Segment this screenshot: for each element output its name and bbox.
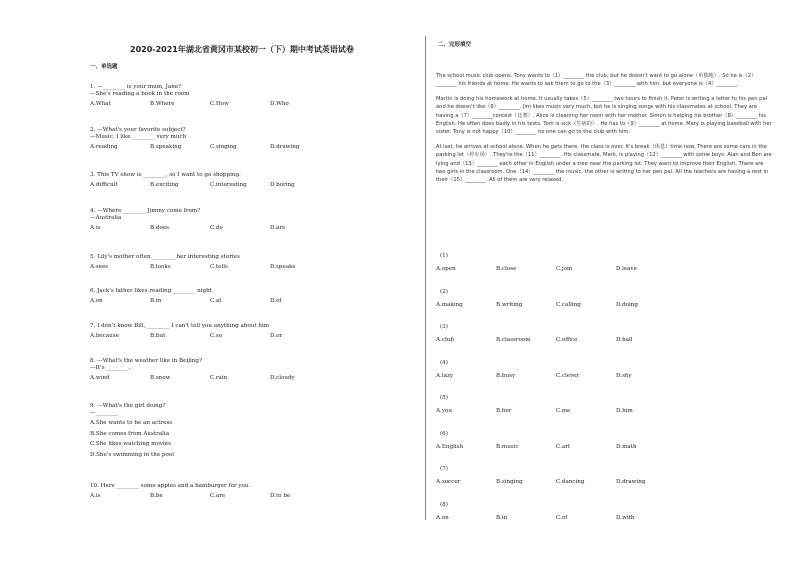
option-d[interactable]: D.hall (616, 337, 633, 343)
option-c[interactable]: C.singing (210, 144, 237, 151)
option-b[interactable]: B.classroom (496, 337, 531, 343)
option-d[interactable]: D.cloudy (270, 375, 295, 382)
question-line: —Australia (90, 215, 122, 222)
option-a[interactable]: A.club (436, 337, 454, 343)
question-stem: 3. This TV show is ________, so I want to go shopping. (90, 172, 241, 178)
option-c[interactable]: C.do (210, 225, 223, 232)
option-d[interactable]: D.shy (616, 372, 632, 379)
option-d[interactable]: D.are (270, 225, 286, 232)
blank-number: (1) (440, 253, 448, 259)
option-b[interactable]: B.in (496, 514, 508, 521)
option-b[interactable]: B.her (496, 408, 512, 414)
question-line: —Music. I like ________ very much (90, 134, 187, 141)
question-line: —It's ________. (90, 365, 131, 372)
option-a[interactable]: A.What (90, 101, 111, 108)
blank-number: (5) (440, 395, 448, 401)
question-line: —She's reading a book in the room (90, 91, 190, 98)
question-stem: 8. —What's the weather like in Beijing? (90, 358, 202, 364)
option-a[interactable]: A.on (436, 514, 449, 521)
option-a[interactable]: A.making (436, 301, 463, 308)
option-c[interactable]: C.clever (556, 372, 580, 379)
option-b[interactable]: B.Where (150, 101, 175, 108)
option-d[interactable]: D.drawing (270, 144, 300, 151)
option-b[interactable]: B.in (150, 298, 162, 305)
option-c[interactable]: C.office (556, 337, 578, 343)
option-b[interactable]: B.speaking (150, 144, 182, 151)
question-stem: 2. —What's your favorite subject? (90, 127, 186, 133)
option-c[interactable]: C.tells (210, 264, 228, 271)
option-d[interactable]: D.or (270, 333, 283, 340)
option-b[interactable]: B.She comes from Australia (90, 430, 170, 437)
option-d[interactable]: D.math (616, 443, 637, 450)
blank-number: (6) (440, 430, 448, 437)
option-a[interactable]: A.sees (90, 264, 109, 271)
passage-paragraph-1: The school music club opens. Tony wants to（1）________ the club, but he doesn't want to go alone（单独地）. So he is（2）________ his friends at home. He wants to ask them to go to the（3）________ with him, but everyone is（4）________. (436, 73, 757, 88)
exam-title: 2020-2021年湖北省黄冈市某校初一（下）期中考试英语试卷 (130, 45, 354, 54)
option-b[interactable]: B.exciting (150, 182, 179, 189)
option-a[interactable]: A.She wants to be an actress (90, 420, 173, 427)
blank-number: (4) (440, 359, 448, 366)
option-d[interactable]: D.to be (270, 493, 291, 500)
section-single-choice: 一、单选题 (90, 64, 118, 70)
option-a[interactable]: A.you (436, 408, 452, 414)
option-b[interactable]: B.looks (150, 264, 171, 271)
option-c[interactable]: C.She likes watching movies (90, 441, 171, 448)
left-column (86, 0, 404, 562)
option-c[interactable]: C.at (210, 298, 222, 305)
option-b[interactable]: B.but (150, 333, 166, 340)
option-a[interactable]: A.wind (90, 375, 110, 382)
option-a[interactable]: A.open (436, 266, 456, 272)
question-stem: 4. —Where ________ Jimmy come from? (90, 208, 201, 214)
option-d[interactable]: D.doing (616, 301, 638, 308)
option-a[interactable]: A.on (90, 298, 103, 305)
column-divider (425, 36, 426, 520)
cloze-passage (436, 72, 772, 191)
option-c[interactable]: C.art (556, 443, 571, 450)
option-a[interactable]: A.lazy (436, 372, 454, 379)
passage-paragraph-2: Martin is doing his homework at home. It usually takes（5）________ two hours to finish it. Peter is writing a letter to his pen pal and he doesn't like（6）________. Jim likes music very much, but he is singing songs with his classmates at school. They are having a（7）________contest（比赛）. Alice is cleaning her room with her mother. Simon is helping his brother（8）________ his English. He often does badly in his tests. Tom is sick（生病的）. He has to（9）________ at home. Mary is playing baseball with her sister. Tony is not happy（10）________ no one can go to the club with him. (436, 95, 772, 136)
question-line: —________ (90, 410, 118, 417)
question-stem: 9. —What's the girl doing? (90, 403, 166, 409)
right-column (434, 0, 774, 562)
option-b[interactable]: B.music (496, 443, 519, 450)
option-b[interactable]: B.close (496, 266, 517, 272)
blank-number: (2) (440, 288, 448, 295)
option-d[interactable]: D.with (616, 514, 635, 521)
option-c[interactable]: C.interesting (210, 182, 247, 189)
option-d[interactable]: D.speaks (270, 264, 296, 271)
question-stem: 7. I don't know Bill, ________ I can't tell you anything about him (90, 323, 270, 329)
option-b[interactable]: B.does (150, 225, 170, 232)
blank-number: (3) (440, 324, 448, 330)
question-stem: 6. Jack's father likes reading ________ night (90, 288, 212, 294)
option-b[interactable]: B.snow (150, 375, 171, 382)
option-a[interactable]: A.reading (90, 144, 118, 151)
option-c[interactable]: C.join (556, 266, 573, 272)
section-cloze: 二、完形填空 (438, 42, 472, 48)
option-a[interactable]: A.English (436, 443, 464, 450)
option-d[interactable]: D.of (270, 298, 282, 305)
option-c[interactable]: C.me (556, 408, 571, 414)
blank-number: (7) (440, 466, 448, 472)
option-a[interactable]: A.is (90, 225, 101, 232)
option-a[interactable]: A.difficult (90, 182, 118, 189)
option-a[interactable]: A.is (90, 493, 101, 500)
option-d[interactable]: D.boring (270, 182, 295, 189)
option-d[interactable]: D.leave (616, 266, 637, 272)
question-stem: 5. Lily's mother often ________ her interesting stories (90, 254, 240, 260)
option-d[interactable]: D.She's swimming in the pool (90, 451, 175, 458)
option-b[interactable]: B.writing (496, 301, 523, 308)
passage-paragraph-3: At last, he arrives at school alone. When he gets there, the class is over. It's break（休息）time now. There are some cars in the parking lot（停车场）. They're the（11）________. His classmate, Mark, is playing（12）________ with some boys. Alan and Ben are lying and（13）________ each other in English under a tree near the parking lot. They want to improve their English. There are two girls in the classroom. One（14）________ the music, the other is writing to her pen pal. All the teachers are having a rest in their（15）________. All of them are very relaxed. (436, 143, 772, 184)
option-b[interactable]: B.be (150, 493, 163, 500)
option-c[interactable]: C.dancing (556, 479, 585, 485)
option-c[interactable]: C.calling (556, 301, 581, 308)
question-stem: 10. Here ________ some apples and a hamburger for you. (90, 483, 251, 489)
option-b[interactable]: B.busy (496, 372, 516, 379)
question-stem: 1. —________ is your mum, Jane? (90, 84, 182, 90)
option-c[interactable]: C.rain (210, 375, 228, 382)
option-c[interactable]: C.How (210, 101, 229, 108)
option-d[interactable]: D.drawing (616, 479, 646, 485)
option-c[interactable]: C.of (556, 514, 568, 521)
blank-number: (8) (440, 501, 448, 508)
option-c[interactable]: C.are (210, 493, 226, 500)
option-d[interactable]: D.him (616, 408, 633, 414)
option-d[interactable]: D.Who (270, 101, 289, 108)
option-a[interactable]: A.because (90, 333, 119, 340)
option-b[interactable]: B.singing (496, 479, 523, 485)
option-c[interactable]: C.so (210, 333, 223, 340)
option-a[interactable]: A.soccer (436, 479, 461, 485)
